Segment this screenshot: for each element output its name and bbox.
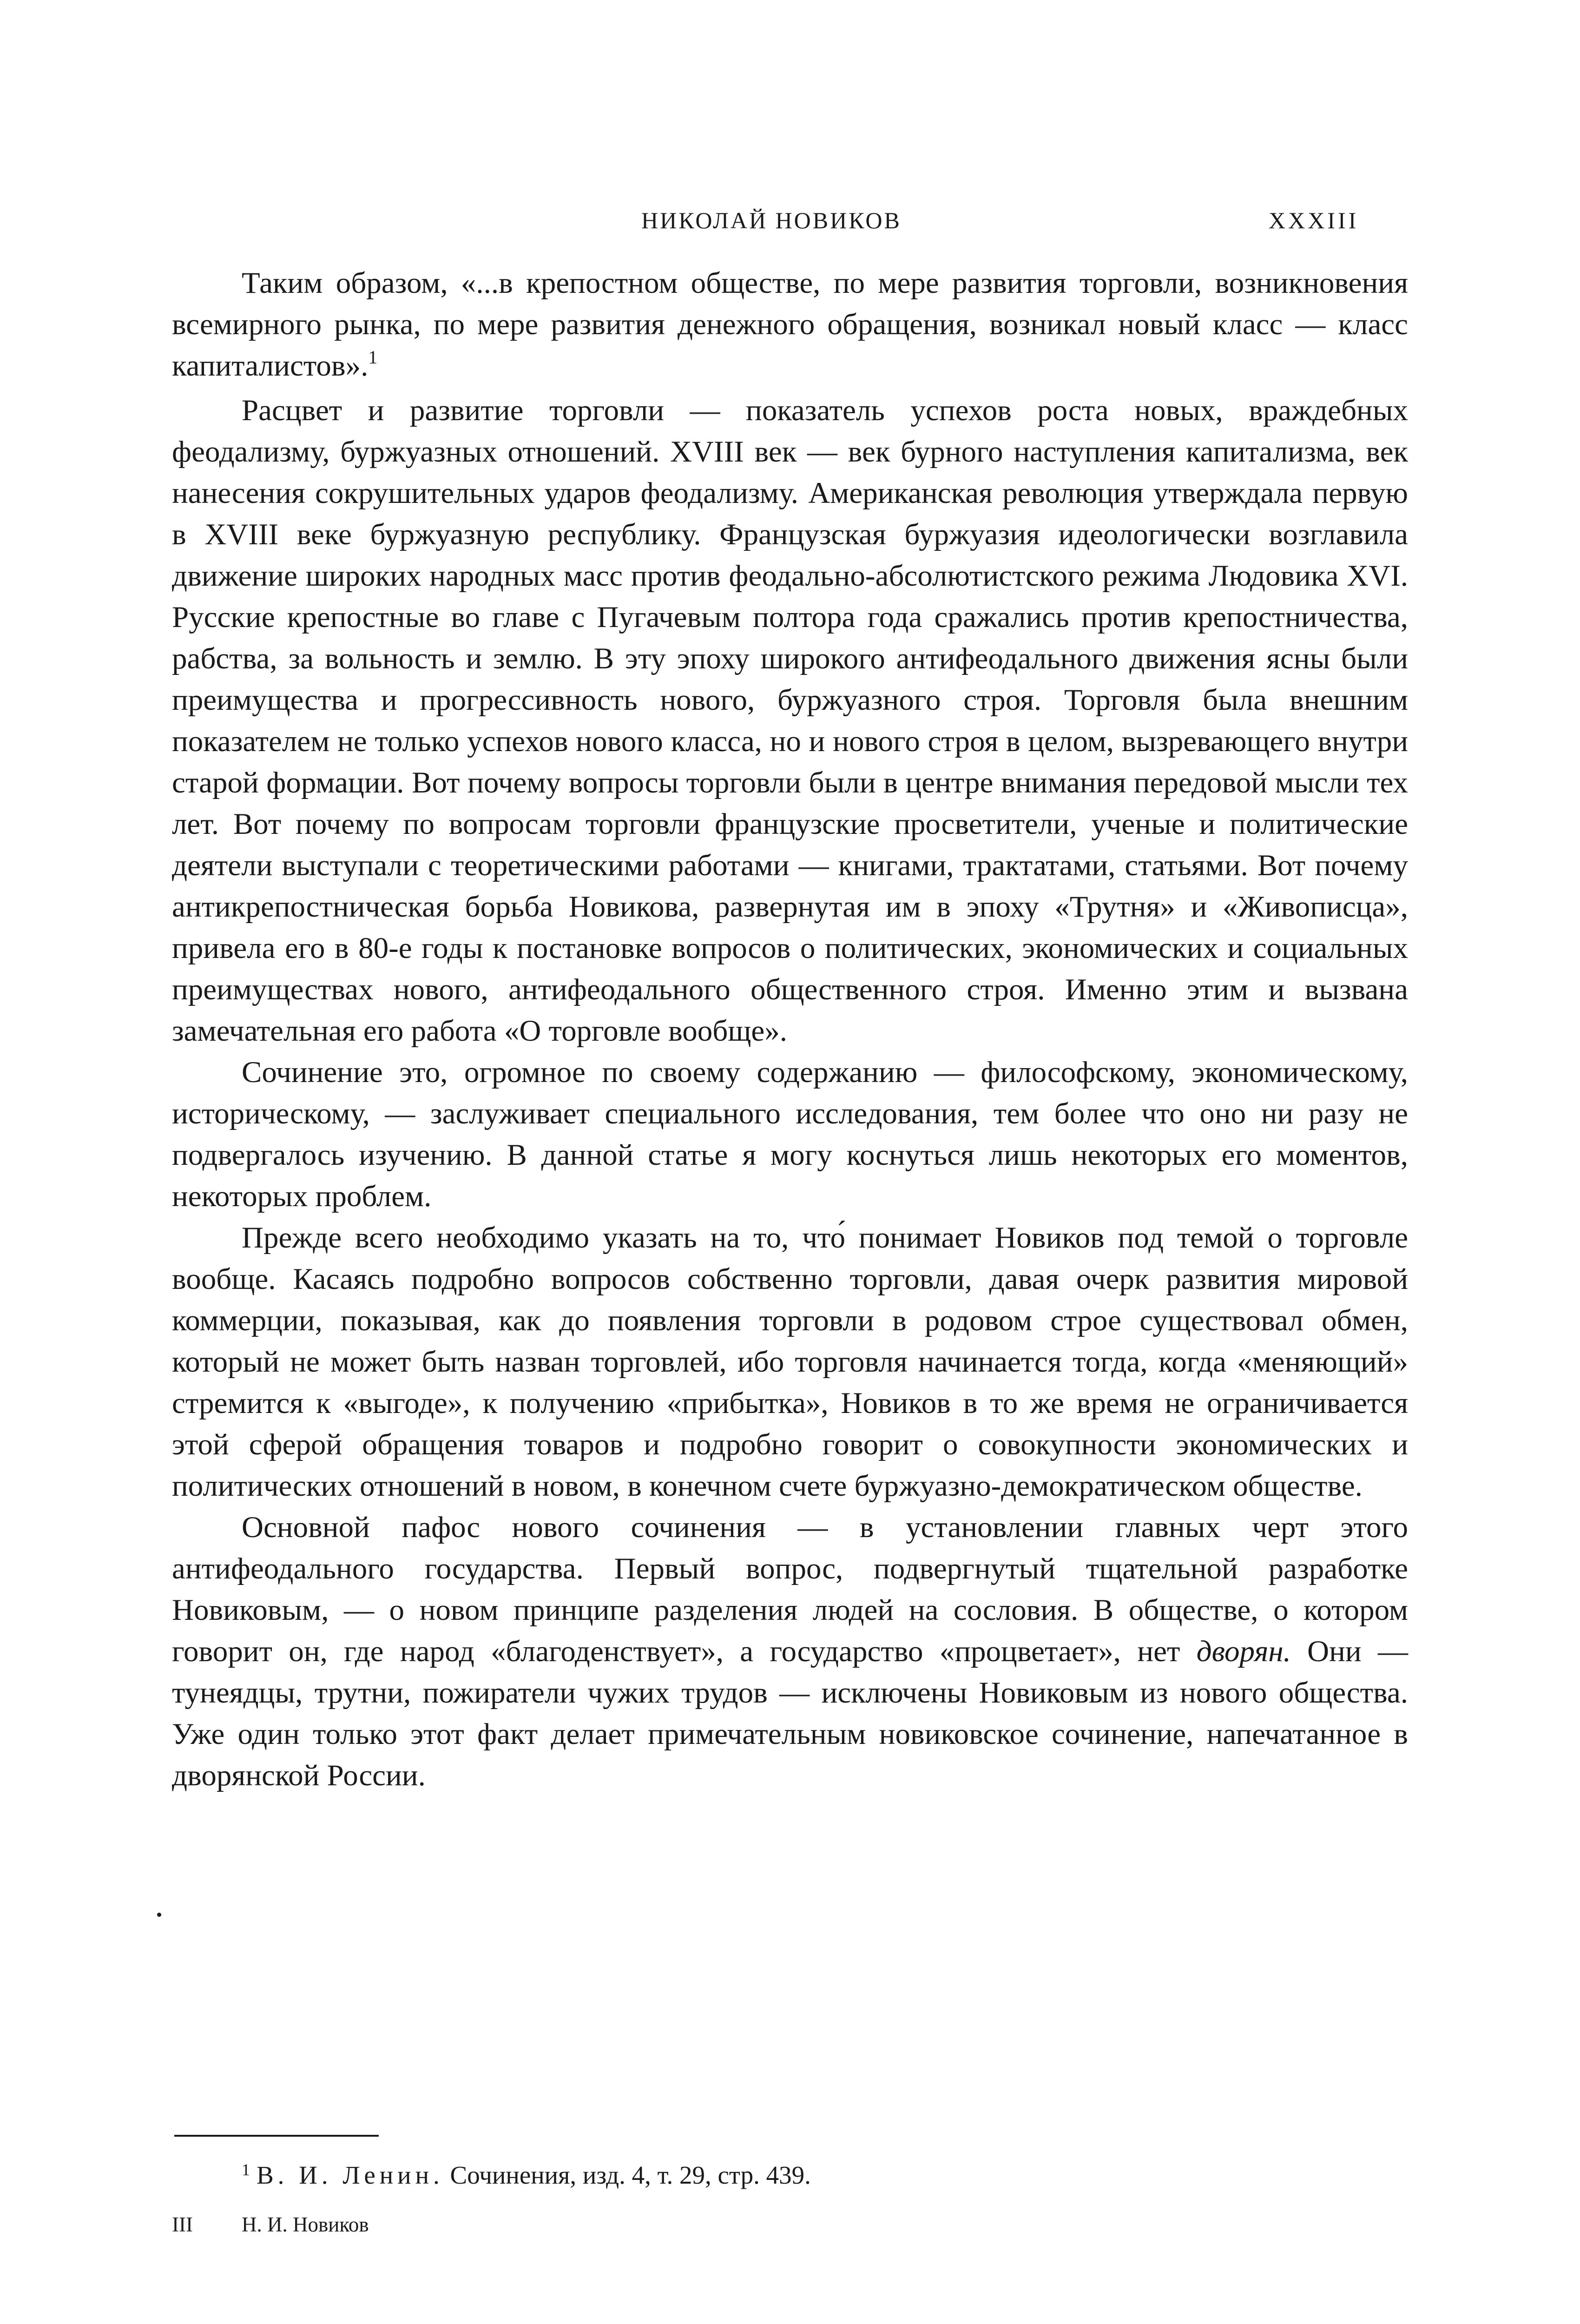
running-head: НИКОЛАЙ НОВИКОВ	[641, 207, 902, 233]
footnote-marker: 1	[242, 2160, 250, 2179]
footnote-author: В. И. Ленин.	[257, 2161, 444, 2189]
footnote	[242, 2159, 811, 2194]
margin-dot	[157, 1913, 161, 1917]
paragraph-4: Прежде всего необходимо указать на то, что́ понимает Новиков под темой о торговле вообще. Касаясь подробно вопросов собственно торговли, давая очерк развития мировой коммерции, показывая, как до появления торговли в родовом строе существовал обмен, который не может быть назван торговлей, ибо торговля начинается тогда, когда «меняющий» стремится к «выгоде», к получению «прибытка», Новиков в то же время не ограничивается этой сферой обращения товаров и подробно говорит о совокупности экономических и политических отношений в новом, в конечном счете буржуазно-демократическом обществе.	[172, 1221, 1408, 1503]
footnote-reference: 1	[368, 347, 378, 368]
signature-text: Н. И. Новиков	[242, 2213, 369, 2236]
paragraph-1-text: Таким образом, «...в крепостном обществе, по мере развития торговли, возникновения всемирного рынка, по мере развития денежного обращения, возникал новый класс — класс капиталистов».	[172, 266, 1408, 383]
paragraph-1	[172, 263, 1408, 390]
footnote-text: Сочинения, изд. 4, т. 29, стр. 439.	[450, 2161, 811, 2189]
main-text	[172, 263, 1408, 1796]
signature-mark: III	[172, 2213, 193, 2236]
paragraph-5	[172, 1507, 1408, 1796]
footnote-divider	[174, 2135, 379, 2137]
signature-line	[172, 2212, 369, 2237]
paragraph-5-text-after: Они — тунеядцы, трутни, пожиратели чужих трудов — исключены Новиковым из нового общества. Уже один только этот факт делает примечательным новиковское сочинение, напечатанное в дворянской России.	[172, 1635, 1408, 1792]
paragraph-5-emphasis: дворян.	[1196, 1635, 1291, 1668]
page-number: XXXIII	[1269, 207, 1359, 233]
paragraph-3: Сочинение это, огромное по своему содержанию — философскому, экономическому, историческому, — заслуживает специального исследования, тем более что оно ни разу не подвергалось изучению. В данной статье я могу коснуться лишь некоторых его моментов, некоторых проблем.	[172, 1056, 1408, 1213]
paragraph-2: Расцвет и развитие торговли — показатель успехов роста новых, враждебных феодализму, буржуазных отношений. XVIII век — век бурного наступления капитализма, век нанесения сокрушительных ударов феодализму. Американская революция утверждала первую в XVIII веке буржуазную республику. Французская буржуазия идеологически возглавила движение широких народных масс против феодально-абсолютистского режима Людовика XVI. Русские крепостные во главе с Пугачевым полтора года сражались против крепостничества, рабства, за вольность и землю. В эту эпоху широкого антифеодального движения ясны были преимущества и прогрессивность нового, буржуазного строя. Торговля была внешним показателем не только успехов нового класса, но и нового строя в целом, вызревающего внутри старой формации. Вот почему вопросы торговли были в центре внимания передовой мысли тех лет. Вот почему по вопросам торговли французские просветители, ученые и политические деятели выступали с теоретическими работами — книгами, трактатами, статьями. Вот почему антикрепостническая борьба Новикова, развернутая им в эпоху «Трутня» и «Живописца», привела его в 80-е годы к постановке вопросов о политических, экономических и социальных преимуществах нового, антифеодального общественного строя. Именно этим и вызвана замечательная его работа «О торговле вообще».	[172, 394, 1408, 1048]
paragraph-5-text-before: Основной пафос нового сочинения — в установлении главных черт этого антифеодального государства. Первый вопрос, подвергнутый тщательной разработке Новиковым, — о новом принципе разделения людей на сословия. В обществе, о котором говорит он, где народ «благоденствует», а государство «процветает», нет	[172, 1511, 1408, 1668]
